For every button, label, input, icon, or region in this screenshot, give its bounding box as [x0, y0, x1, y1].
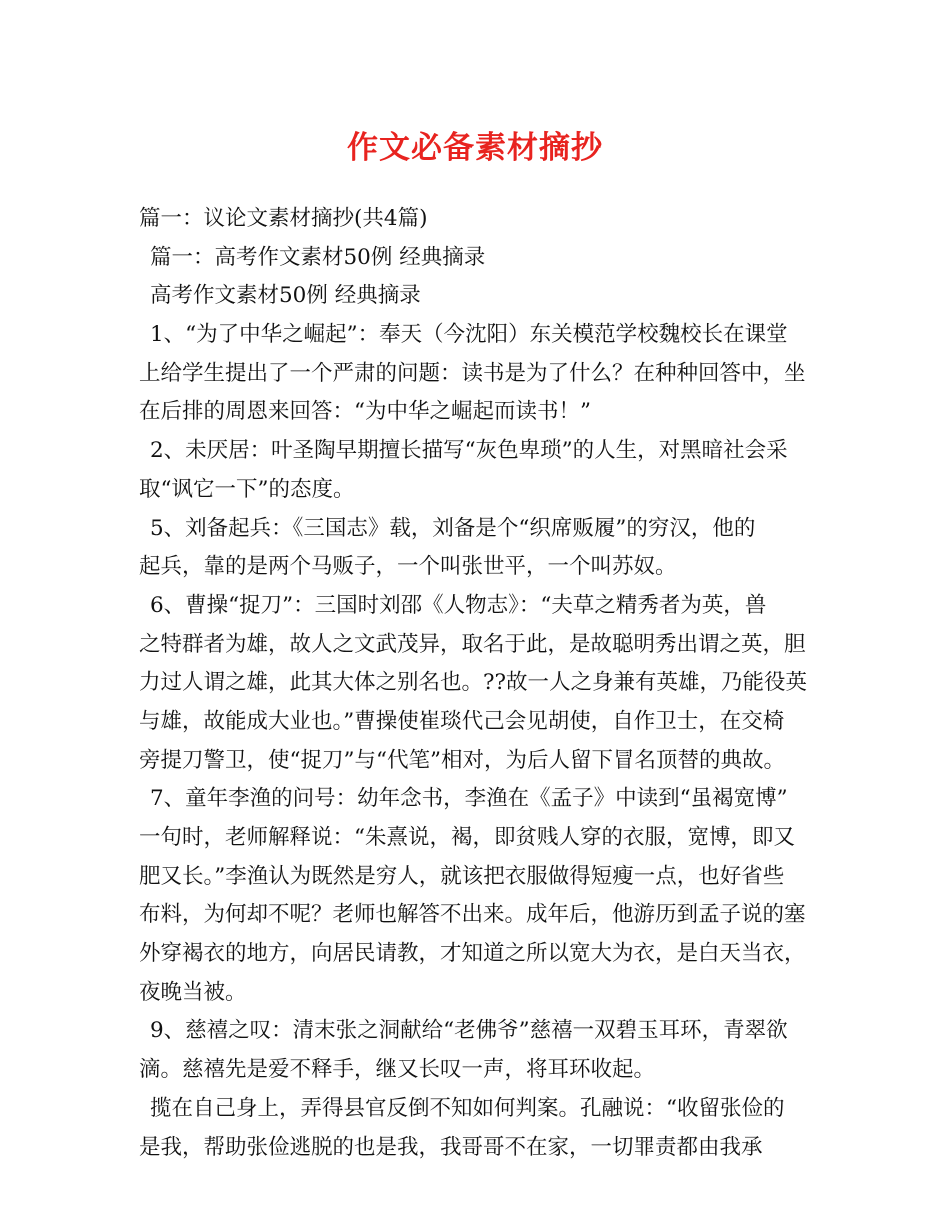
paragraph-line: 滴。慈禧先是爱不释手，继又长叹一声，将耳环收起。 — [139, 1057, 656, 1083]
paragraph-line: 旁提刀警卫，使“捉刀”与“代笔”相对，为后人留下冒名顶替的典故。 — [139, 747, 785, 773]
paragraph-line: 揽在自己身上，弄得县官反倒不知如何判案。孔融说：“收留张俭的 — [150, 1095, 785, 1121]
paragraph-line: 外穿褐衣的地方，向居民请教，才知道之所以宽大为衣，是白天当衣， — [139, 941, 806, 967]
paragraph-line: 布料，为何却不呢？老师也解答不出来。成年后，他游历到孟子说的塞 — [139, 902, 806, 928]
paragraph-line: 5、刘备起兵：《三国志》载，刘备是个“织席贩履”的穷汉，他的 — [150, 515, 756, 541]
paragraph-line: 之特群者为雄，故人之文武茂异，取名于此，是故聪明秀出谓之英，胆 — [139, 631, 806, 657]
section-heading: 篇一：议论文素材摘抄(共4篇) — [139, 206, 428, 231]
paragraph-line: 7、童年李渔的问号：幼年念书，李渔在《孟子》中读到“虽褐宽博” — [150, 786, 788, 812]
paragraph-line: 一句时，老师解释说：“朱熹说，褐，即贫贱人穿的衣服，宽博，即又 — [139, 825, 795, 850]
paragraph-line: 2、未厌居：叶圣陶早期擅长描写“灰色卑琐”的人生，对黑暗社会采 — [150, 438, 788, 464]
paragraph-line: 是我，帮助张俭逃脱的也是我，我哥哥不在家，一切罪责都由我承 — [139, 1134, 763, 1160]
paragraph-line: 起兵，靠的是两个马贩子，一个叫张世平，一个叫苏奴。 — [139, 554, 677, 580]
paragraph-line: 肥又长。”李渔认为既然是穷人，就该把衣服做得短瘦一点，也好省些 — [139, 863, 785, 889]
document-title: 作文必备素材摘抄 — [347, 130, 603, 166]
paragraph-line: 上给学生提出了一个严肃的问题：读书是为了什么？在种种回答中，坐 — [139, 360, 806, 386]
paragraph-line: 与雄，故能成大业也。”曹操使崔琰代己会见胡使，自作卫士，在交椅 — [139, 708, 785, 734]
paragraph-line: 9、慈禧之叹：清末张之洞献给“老佛爷”慈禧一双碧玉耳环，青翠欲 — [150, 1018, 788, 1044]
document-body — [139, 200, 819, 1167]
paragraph-line: 夜晚当被。 — [139, 979, 247, 1005]
paragraph-line: 力过人谓之雄，此其大体之别名也。??故一人之身兼有英雄，乃能役英 — [139, 670, 808, 696]
subsection-subtitle: 高考作文素材50例 经典摘录 — [150, 283, 421, 309]
paragraph-line: 6、曹操“捉刀”：三国时刘邵《人物志》：“夫草之精秀者为英，兽 — [150, 592, 767, 618]
paragraph-line: 1、“为了中华之崛起”：奉天（今沈阳）东关模范学校魏校长在课堂 — [150, 322, 788, 348]
paragraph-line: 取“讽它一下”的态度。 — [139, 476, 355, 502]
paragraph-line: 在后排的周恩来回答：“为中华之崛起而读书！” — [139, 399, 591, 425]
subsection-heading: 篇一：高考作文素材50例 经典摘录 — [150, 244, 486, 270]
